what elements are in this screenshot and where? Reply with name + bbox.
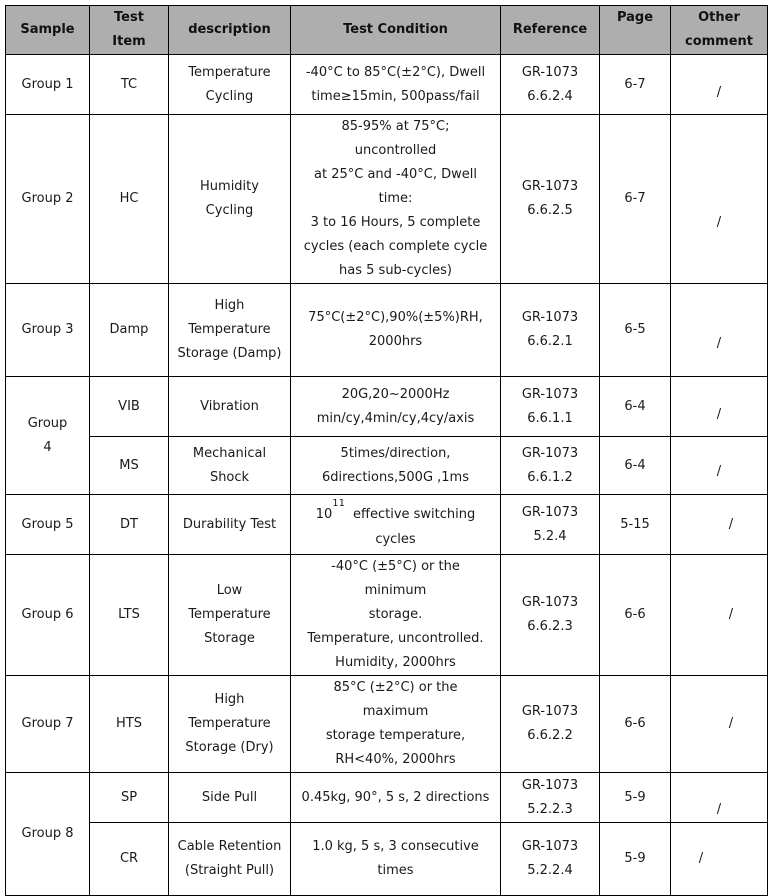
cell-test-item: DT: [90, 495, 169, 555]
header-description: description: [169, 6, 291, 55]
other-comment-value: /: [728, 607, 734, 622]
cell-reference: GR-1073 6.6.2.5: [501, 115, 600, 284]
header-other-comment: Other comment: [671, 6, 768, 55]
cell-description: Mechanical Shock: [169, 437, 291, 495]
cell-reference: GR-1073 6.6.1.1: [501, 377, 600, 437]
cell-description: Cable Retention (Straight Pull): [169, 823, 291, 896]
cell-sample: Group 7: [6, 676, 90, 773]
cell-reference: GR-1073 5.2.2.3: [501, 773, 600, 823]
cell-test-condition: [291, 495, 501, 555]
cell-test-item: HTS: [90, 676, 169, 773]
cell-test-condition: 1.0 kg, 5 s, 3 consecutive times: [291, 823, 501, 896]
cell-other-comment: [671, 55, 768, 115]
other-comment-value: /: [716, 801, 722, 817]
cell-sample: Group 6: [6, 555, 90, 676]
cell-test-item: TC: [90, 55, 169, 115]
cell-test-item: VIB: [90, 377, 169, 437]
cell-test-item: SP: [90, 773, 169, 823]
cell-description: Vibration: [169, 377, 291, 437]
table-row: [6, 823, 768, 896]
cell-page: 6-4: [600, 377, 671, 437]
condition-exponent: 11: [332, 498, 346, 509]
cell-test-condition: 75°C(±2°C),90%(±5%)RH, 2000hrs: [291, 284, 501, 377]
table-row: [6, 284, 768, 377]
cell-test-item: HC: [90, 115, 169, 284]
table-row: [6, 437, 768, 495]
cell-other-comment: [671, 377, 768, 437]
cell-sample: Group 3: [6, 284, 90, 377]
cell-other-comment: [671, 676, 768, 773]
cell-other-comment: [671, 773, 768, 823]
cell-test-item: LTS: [90, 555, 169, 676]
cell-page: 6-6: [600, 555, 671, 676]
table-row: [6, 377, 768, 437]
other-comment-value: /: [716, 336, 722, 351]
cell-reference: GR-1073 6.6.1.2: [501, 437, 600, 495]
cell-description: Humidity Cycling: [169, 115, 291, 284]
cell-other-comment: [671, 115, 768, 284]
cell-test-condition: 20G,20~2000Hz min/cy,4min/cy,4cy/axis: [291, 377, 501, 437]
table-row: [6, 773, 768, 823]
other-comment-value: /: [728, 716, 734, 731]
cell-test-condition: -40°C to 85°C(±2°C), Dwell time≥15min, 500pass/fail: [291, 55, 501, 115]
test-table: [5, 5, 768, 896]
other-comment-value: /: [716, 463, 722, 479]
cell-sample: Group 1: [6, 55, 90, 115]
cell-description: Side Pull: [169, 773, 291, 823]
cell-other-comment: [671, 555, 768, 676]
table-row: [6, 115, 768, 284]
condition-rest: effective switching cycles: [353, 507, 476, 547]
header-reference: Reference: [501, 6, 600, 55]
cell-sample: Group 8: [6, 773, 90, 896]
header-test-condition: Test Condition: [291, 6, 501, 55]
cell-page: 5-15: [600, 495, 671, 555]
other-comment-value: /: [716, 406, 722, 422]
cell-reference: GR-1073 5.2.4: [501, 495, 600, 555]
other-comment-value: /: [728, 516, 734, 532]
cell-description: Temperature Cycling: [169, 55, 291, 115]
cell-page: 5-9: [600, 823, 671, 896]
header-row: [6, 6, 768, 55]
cell-other-comment: [671, 437, 768, 495]
cell-test-condition: 0.45kg, 90°, 5 s, 2 directions: [291, 773, 501, 823]
cell-reference: GR-1073 6.6.2.1: [501, 284, 600, 377]
cell-reference: GR-1073 6.6.2.3: [501, 555, 600, 676]
table-row: [6, 55, 768, 115]
cell-test-condition: 5times/direction, 6directions,500G ,1ms: [291, 437, 501, 495]
table-row: [6, 676, 768, 773]
header-test-item: Test Item: [90, 6, 169, 55]
cell-test-item: CR: [90, 823, 169, 896]
cell-page: 6-7: [600, 115, 671, 284]
cell-page: 6-6: [600, 676, 671, 773]
cell-other-comment: [671, 284, 768, 377]
cell-sample: Group 5: [6, 495, 90, 555]
cell-reference: GR-1073 6.6.2.2: [501, 676, 600, 773]
cell-page: 5-9: [600, 773, 671, 823]
other-comment-value: /: [716, 215, 722, 230]
cell-test-item: MS: [90, 437, 169, 495]
cell-description: Durability Test: [169, 495, 291, 555]
cell-description: High Temperature Storage (Dry): [169, 676, 291, 773]
table-row: [6, 555, 768, 676]
cell-other-comment: [671, 823, 768, 896]
table-row: [6, 495, 768, 555]
cell-test-condition: -40°C (±5°C) or the minimum storage. Temperature, uncontrolled. Humidity, 2000hrs: [291, 555, 501, 676]
cell-other-comment: [671, 495, 768, 555]
cell-sample: Group 4: [6, 377, 90, 495]
cell-reference: GR-1073 6.6.2.4: [501, 55, 600, 115]
cell-description: High Temperature Storage (Damp): [169, 284, 291, 377]
cell-sample: Group 2: [6, 115, 90, 284]
other-comment-value: /: [698, 851, 704, 866]
cell-test-item: Damp: [90, 284, 169, 377]
cell-test-condition: 85-95% at 75°C; uncontrolled at 25°C and -40°C, Dwell time: 3 to 16 Hours, 5 complete cycles (each complete cycle has 5 sub-cycles): [291, 115, 501, 284]
cell-description: Low Temperature Storage: [169, 555, 291, 676]
header-page: Page: [600, 6, 671, 55]
cell-page: 6-5: [600, 284, 671, 377]
condition-base: 10: [315, 507, 333, 522]
cell-test-condition: 85°C (±2°C) or the maximum storage temperature, RH<40%, 2000hrs: [291, 676, 501, 773]
header-sample: Sample: [6, 6, 90, 55]
other-comment-value: /: [716, 84, 722, 100]
cell-page: 6-7: [600, 55, 671, 115]
cell-page: 6-4: [600, 437, 671, 495]
cell-reference: GR-1073 5.2.2.4: [501, 823, 600, 896]
